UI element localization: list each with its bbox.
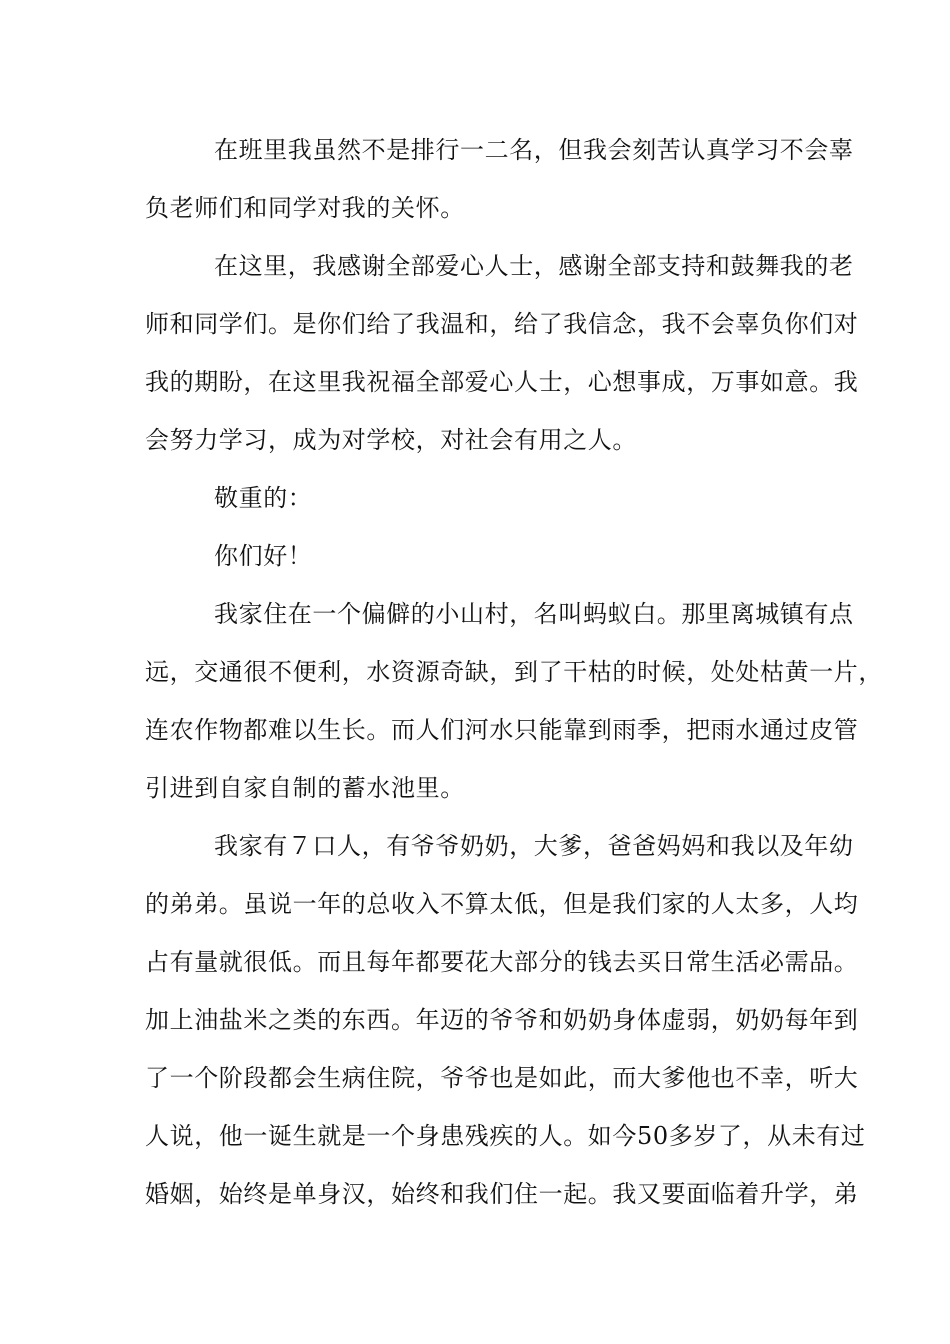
text-line: 我的期盼，在这里我祝福全部爱心人士，心想事成，万事如意。我: [145, 368, 859, 396]
text-line: 的弟弟。虽说一年的总收入不算太低，但是我们家的人太多，人均: [145, 890, 859, 918]
salutation-line: 敬重的：: [214, 484, 313, 512]
text-line: 在这里，我感谢全部爱心人士，感谢全部支持和鼓舞我的老: [214, 252, 854, 280]
text-line: 远，交通很不便利，水资源奇缺，到了干枯的时候，处处枯黄一片，: [145, 658, 883, 686]
text-line: 了一个阶段都会生病住院，爷爷也是如此，而大爹他也不幸，听大: [145, 1064, 859, 1092]
text-line: 连农作物都难以生长。而人们河水只能靠到雨季，把雨水通过皮管: [145, 716, 859, 744]
greeting-line: 你们好！: [214, 542, 313, 570]
text-line: 会努力学习，成为对学校，对社会有用之人。: [145, 426, 637, 454]
text-line: 加上油盐米之类的东西。年迈的爷爷和奶奶身体虚弱，奶奶每年到: [145, 1006, 859, 1034]
text-line: 我家住在一个偏僻的小山村，名叫蚂蚁白。那里离城镇有点: [214, 600, 854, 628]
text-line: 引进到自家自制的蓄水池里。: [145, 774, 465, 802]
text-line: 婚姻，始终是单身汉，始终和我们住一起。我又要面临着升学，弟: [145, 1180, 859, 1208]
text-line: 我家有７口人，有爷爷奶奶，大爹，爸爸妈妈和我以及年幼: [214, 832, 854, 860]
text-line: 占有量就很低。而且每年都要花大部分的钱去买日常生活必需品。: [145, 948, 859, 976]
text-line: 在班里我虽然不是排行一二名，但我会刻苦认真学习不会辜: [214, 136, 854, 164]
text-line: 负老师们和同学对我的关怀。: [145, 194, 465, 222]
text-line: 人说，他一诞生就是一个身患残疾的人。如今50多岁了，从未有过: [145, 1122, 866, 1150]
text-line: 师和同学们。是你们给了我温和，给了我信念，我不会辜负你们对: [145, 310, 859, 338]
